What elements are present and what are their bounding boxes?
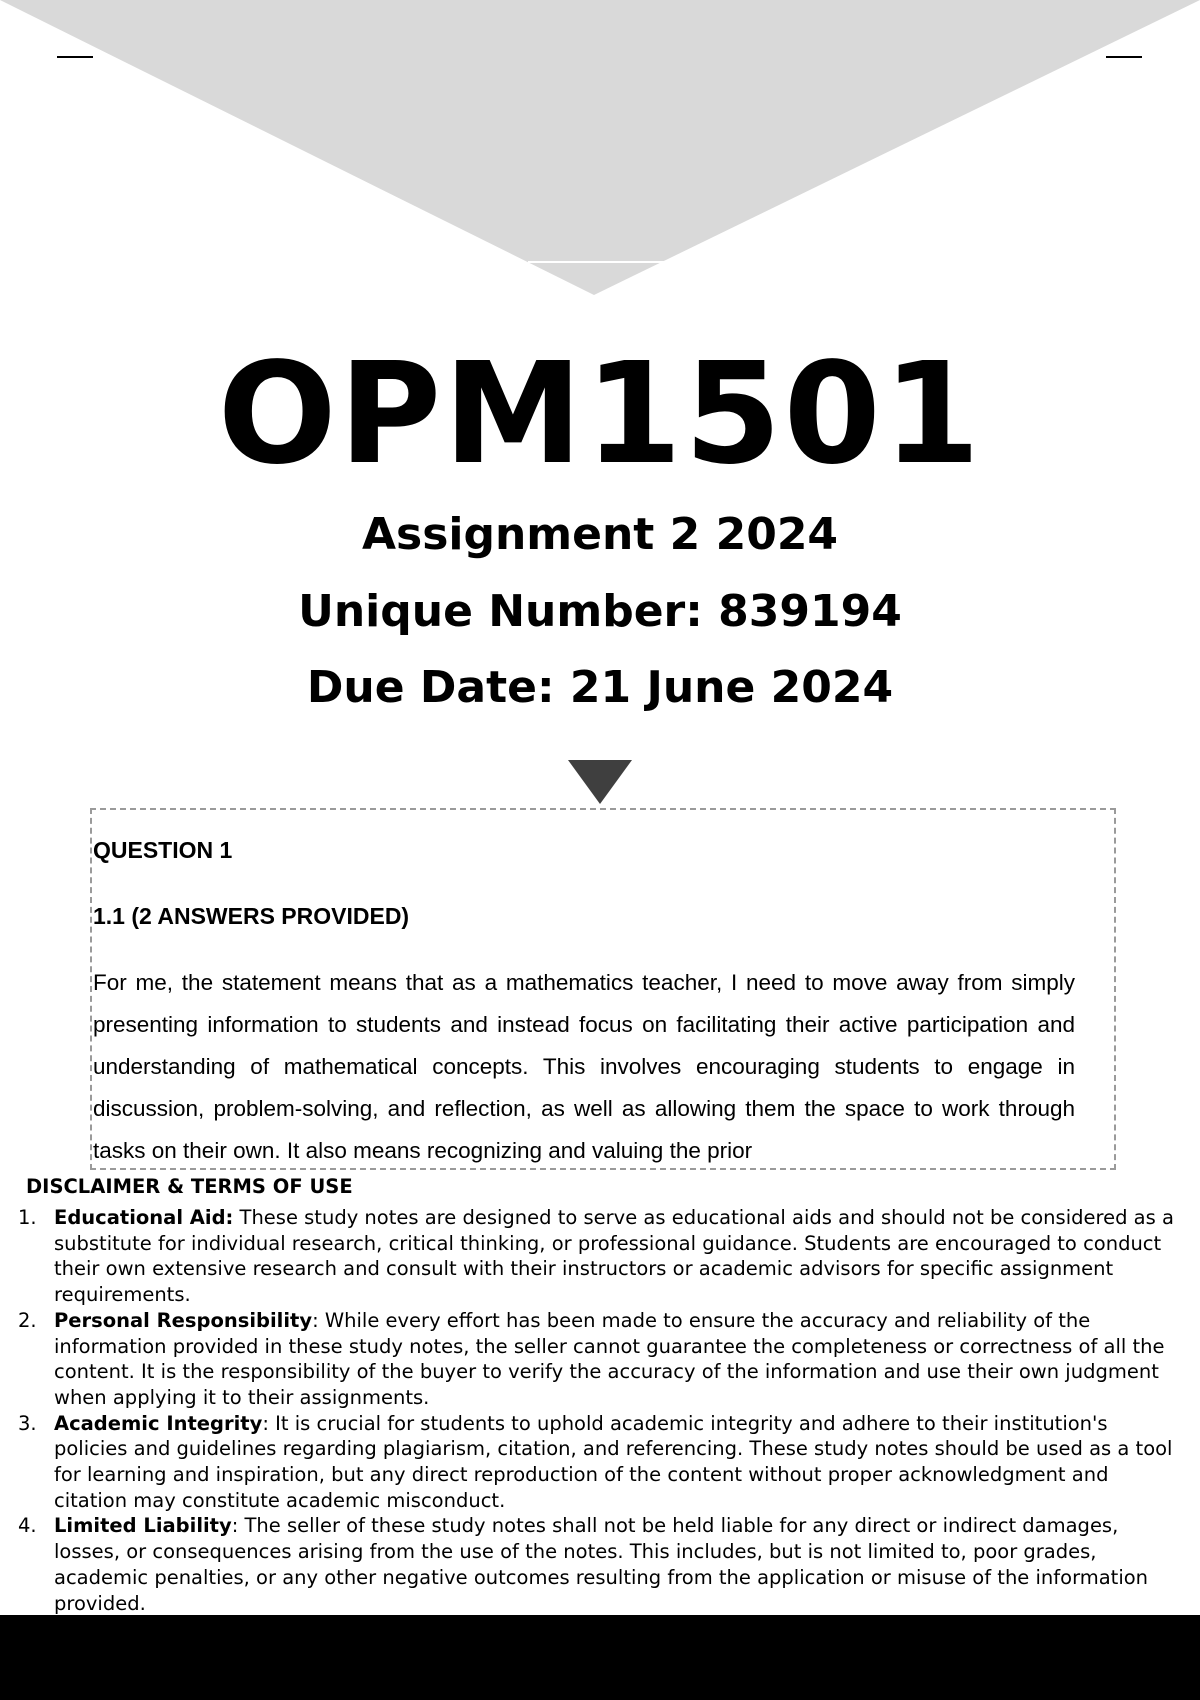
disclaimer-item <box>0 1411 1200 1514</box>
disclaimer-item-number: 3. <box>18 1411 37 1435</box>
disclaimer-item-text: : It is crucial for students to uphold academic integrity and adhere to their institution's policies and guidelines regarding plagiarism, citation, and referencing. These study notes should be used as a tool for learning and inspiration, but any direct reproduction of the content without proper acknowledgment and citation may constitute academic misconduct. <box>54 1411 1173 1512</box>
disclaimer-item-heading: Educational Aid: <box>54 1206 234 1229</box>
assignment-label: Assignment 2 2024 <box>361 509 839 560</box>
answer-preview-box <box>90 808 1116 1170</box>
header-chevron-banner <box>0 0 1200 300</box>
unique-number-label: Unique Number: 839194 <box>298 586 902 637</box>
question-subtitle: 1.1 (2 ANSWERS PROVIDED) <box>93 903 410 929</box>
disclaimer-title: DISCLAIMER & TERMS OF USE <box>26 1175 353 1198</box>
disclaimer-item-number: 2. <box>18 1308 37 1332</box>
disclaimer-item <box>0 1513 1200 1616</box>
disclaimer-item <box>0 1308 1200 1411</box>
disclaimer-item-heading: Limited Liability <box>54 1514 232 1538</box>
course-code-title: OPM1501 <box>217 333 983 496</box>
disclaimer-item <box>0 1205 1200 1308</box>
disclaimer-item-text: These study notes are designed to serve as educational aids and should not be considered as a substitute for individual research, critical thinking, or professional guidance. Students are encouraged to conduct their own extensive research and consult with their instructors or academic advisors for specific assignment requirements. <box>54 1206 1174 1307</box>
disclaimer-item-heading: Academic Integrity <box>54 1411 263 1435</box>
disclaimer-list <box>0 1205 1200 1616</box>
disclaimer-item-text: : The seller of these study notes shall not be held liable for any direct or indirect damages, losses, or consequences arising from the use of the notes. This includes, but is not limited to, poor grades, academic penalties, or any other negative outcomes resulting from the application or misuse of the information provided. <box>54 1514 1149 1615</box>
due-date-label: Due Date: 21 June 2024 <box>306 662 894 713</box>
corner-rule-left <box>57 56 93 58</box>
corner-rule-right <box>1106 56 1142 58</box>
disclaimer-item-number: 1. <box>18 1206 37 1229</box>
footer-bar <box>0 1615 1200 1700</box>
disclaimer-item-number: 4. <box>18 1514 37 1538</box>
answer-preview-text: For me, the statement means that as a mathematics teacher, I need to move away from simply presenting information to students and instead focus on facilitating their active participation and understanding of mathematical concepts. This involves encouraging students to engage in discussion, problem-solving, and reflection, as well as allowing them the space to work through tasks on their own. It also means recognizing and valuing the prior <box>93 970 1075 1163</box>
disclaimer-item-text: : While every effort has been made to ensure the accuracy and reliability of the information provided in these study notes, the seller cannot guarantee the completeness or correctness of all the content. It is the responsibility of the buyer to verify the accuracy of the information and use their own judgment when applying it to their assignments. <box>54 1308 1165 1409</box>
question-title: QUESTION 1 <box>93 837 233 863</box>
disclaimer-item-heading: Personal Responsibility <box>54 1308 313 1332</box>
down-triangle-icon <box>568 760 632 804</box>
